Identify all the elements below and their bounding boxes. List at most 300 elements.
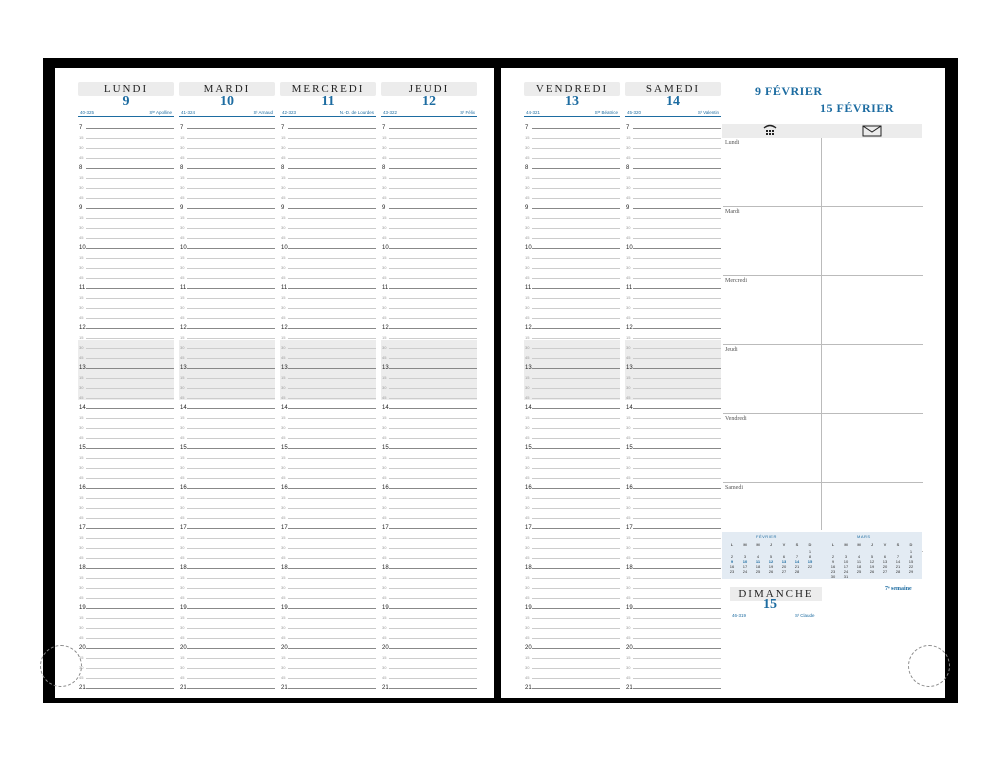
mini-calendar-day[interactable]: 8 <box>909 554 913 559</box>
quarter-row[interactable] <box>78 210 174 220</box>
quarter-row[interactable] <box>381 620 477 630</box>
hour-row[interactable] <box>280 160 376 170</box>
quarter-row[interactable] <box>524 390 620 400</box>
quarter-row[interactable] <box>524 150 620 160</box>
hour-row[interactable] <box>78 560 174 570</box>
mini-calendar-day[interactable]: 13 <box>882 559 888 564</box>
quarter-row[interactable] <box>524 530 620 540</box>
quarter-row[interactable] <box>524 610 620 620</box>
quarter-row[interactable] <box>179 670 275 680</box>
mini-calendar-day[interactable]: 4 <box>857 554 861 559</box>
quarter-row[interactable] <box>280 310 376 320</box>
quarter-row[interactable] <box>381 330 477 340</box>
hour-row[interactable] <box>625 160 721 170</box>
quarter-row[interactable] <box>625 230 721 240</box>
quarter-row[interactable] <box>524 220 620 230</box>
hour-row[interactable] <box>524 280 620 290</box>
hour-row[interactable] <box>179 200 275 210</box>
hour-row[interactable] <box>524 120 620 130</box>
quarter-row[interactable] <box>78 330 174 340</box>
quarter-row[interactable] <box>78 140 174 150</box>
mini-calendar-day[interactable]: 16 <box>729 564 735 569</box>
mini-calendar-day[interactable]: 17 <box>843 564 849 569</box>
quarter-row[interactable] <box>524 190 620 200</box>
notes-day-row[interactable] <box>723 345 923 414</box>
quarter-row[interactable] <box>524 170 620 180</box>
hour-row[interactable] <box>625 240 721 250</box>
quarter-row[interactable] <box>179 450 275 460</box>
mini-calendar-day[interactable]: 25 <box>755 569 761 574</box>
quarter-row[interactable] <box>524 500 620 510</box>
hour-row[interactable] <box>280 640 376 650</box>
quarter-row[interactable] <box>625 210 721 220</box>
quarter-row[interactable] <box>280 220 376 230</box>
mini-calendar-day[interactable]: 5 <box>769 554 773 559</box>
quarter-row[interactable] <box>625 300 721 310</box>
quarter-row[interactable] <box>179 610 275 620</box>
mini-calendar-day[interactable]: 10 <box>843 559 849 564</box>
quarter-row[interactable] <box>524 550 620 560</box>
hour-row[interactable] <box>381 520 477 530</box>
hour-row[interactable] <box>280 200 376 210</box>
quarter-row[interactable] <box>280 420 376 430</box>
quarter-row[interactable] <box>280 660 376 670</box>
quarter-row[interactable] <box>381 420 477 430</box>
mini-calendar-day[interactable]: 15 <box>908 559 914 564</box>
quarter-row[interactable] <box>381 670 477 680</box>
quarter-row[interactable] <box>78 660 174 670</box>
hour-row[interactable] <box>179 360 275 370</box>
quarter-row[interactable] <box>381 220 477 230</box>
quarter-row[interactable] <box>381 630 477 640</box>
quarter-row[interactable] <box>524 470 620 480</box>
quarter-row[interactable] <box>524 290 620 300</box>
mini-calendar-day[interactable]: 19 <box>768 564 774 569</box>
hour-row[interactable] <box>524 320 620 330</box>
quarter-row[interactable] <box>381 370 477 380</box>
quarter-row[interactable] <box>625 660 721 670</box>
mini-calendar-day[interactable]: 23 <box>830 569 836 574</box>
hour-row[interactable] <box>280 680 376 690</box>
quarter-row[interactable] <box>625 220 721 230</box>
quarter-row[interactable] <box>78 450 174 460</box>
quarter-row[interactable] <box>179 250 275 260</box>
quarter-row[interactable] <box>78 300 174 310</box>
hour-row[interactable] <box>179 560 275 570</box>
mini-calendar-day[interactable]: 28 <box>794 569 800 574</box>
quarter-row[interactable] <box>78 170 174 180</box>
quarter-row[interactable] <box>179 230 275 240</box>
quarter-row[interactable] <box>179 430 275 440</box>
hour-row[interactable] <box>179 320 275 330</box>
mini-calendar-day[interactable]: 18 <box>755 564 761 569</box>
quarter-row[interactable] <box>179 300 275 310</box>
quarter-row[interactable] <box>625 590 721 600</box>
quarter-row[interactable] <box>280 530 376 540</box>
mini-calendar-day[interactable]: 8 <box>808 554 812 559</box>
hour-row[interactable] <box>381 120 477 130</box>
quarter-row[interactable] <box>524 460 620 470</box>
hour-row[interactable] <box>179 480 275 490</box>
quarter-row[interactable] <box>280 190 376 200</box>
quarter-row[interactable] <box>625 620 721 630</box>
quarter-row[interactable] <box>78 370 174 380</box>
hour-row[interactable] <box>381 360 477 370</box>
quarter-row[interactable] <box>179 500 275 510</box>
mini-calendar-day[interactable]: 16 <box>830 564 836 569</box>
hour-row[interactable] <box>179 160 275 170</box>
quarter-row[interactable] <box>280 610 376 620</box>
quarter-row[interactable] <box>280 390 376 400</box>
quarter-row[interactable] <box>179 340 275 350</box>
hour-row[interactable] <box>625 600 721 610</box>
hour-row[interactable] <box>280 600 376 610</box>
quarter-row[interactable] <box>381 390 477 400</box>
quarter-row[interactable] <box>179 290 275 300</box>
quarter-row[interactable] <box>625 420 721 430</box>
quarter-row[interactable] <box>524 130 620 140</box>
quarter-row[interactable] <box>78 190 174 200</box>
mini-calendar-day[interactable]: 3 <box>844 554 848 559</box>
quarter-row[interactable] <box>179 540 275 550</box>
hour-row[interactable] <box>179 400 275 410</box>
quarter-row[interactable] <box>78 390 174 400</box>
quarter-row[interactable] <box>78 340 174 350</box>
quarter-row[interactable] <box>524 140 620 150</box>
quarter-row[interactable] <box>381 190 477 200</box>
quarter-row[interactable] <box>625 170 721 180</box>
quarter-row[interactable] <box>524 180 620 190</box>
hour-row[interactable] <box>179 520 275 530</box>
hour-row[interactable] <box>524 360 620 370</box>
quarter-row[interactable] <box>179 180 275 190</box>
hour-row[interactable] <box>625 320 721 330</box>
quarter-row[interactable] <box>381 580 477 590</box>
quarter-row[interactable] <box>381 500 477 510</box>
quarter-row[interactable] <box>280 620 376 630</box>
hour-row[interactable] <box>179 240 275 250</box>
hour-row[interactable] <box>381 240 477 250</box>
mini-calendar-day[interactable]: 24 <box>843 569 849 574</box>
hour-row[interactable] <box>78 640 174 650</box>
quarter-row[interactable] <box>381 530 477 540</box>
quarter-row[interactable] <box>280 540 376 550</box>
hour-row[interactable] <box>524 400 620 410</box>
quarter-row[interactable] <box>280 180 376 190</box>
quarter-row[interactable] <box>625 500 721 510</box>
quarter-row[interactable] <box>381 450 477 460</box>
quarter-row[interactable] <box>524 210 620 220</box>
hour-row[interactable] <box>625 520 721 530</box>
quarter-row[interactable] <box>524 650 620 660</box>
quarter-row[interactable] <box>625 330 721 340</box>
notes-day-row[interactable] <box>723 276 923 345</box>
mini-calendar-day[interactable]: 30 <box>830 574 836 579</box>
quarter-row[interactable] <box>625 610 721 620</box>
quarter-row[interactable] <box>280 250 376 260</box>
hour-row[interactable] <box>625 400 721 410</box>
quarter-row[interactable] <box>179 570 275 580</box>
quarter-row[interactable] <box>381 130 477 140</box>
mini-calendar-day[interactable]: 11 <box>856 559 862 564</box>
quarter-row[interactable] <box>179 390 275 400</box>
quarter-row[interactable] <box>179 190 275 200</box>
mini-calendar-day[interactable]: 22 <box>908 564 914 569</box>
quarter-row[interactable] <box>78 590 174 600</box>
quarter-row[interactable] <box>625 150 721 160</box>
hour-row[interactable] <box>381 560 477 570</box>
quarter-row[interactable] <box>78 630 174 640</box>
quarter-row[interactable] <box>381 340 477 350</box>
quarter-row[interactable] <box>280 380 376 390</box>
quarter-row[interactable] <box>625 670 721 680</box>
hour-row[interactable] <box>280 360 376 370</box>
mini-calendar-day[interactable]: 18 <box>856 564 862 569</box>
quarter-row[interactable] <box>524 250 620 260</box>
quarter-row[interactable] <box>524 420 620 430</box>
mini-calendar-day[interactable]: 3 <box>743 554 747 559</box>
quarter-row[interactable] <box>625 430 721 440</box>
hour-row[interactable] <box>280 440 376 450</box>
quarter-row[interactable] <box>179 270 275 280</box>
quarter-row[interactable] <box>625 570 721 580</box>
mini-calendar-day[interactable]: 20 <box>882 564 888 569</box>
notes-day-row[interactable] <box>723 414 923 483</box>
quarter-row[interactable] <box>280 550 376 560</box>
mini-calendar-day[interactable]: 5 <box>870 554 874 559</box>
quarter-row[interactable] <box>524 260 620 270</box>
quarter-row[interactable] <box>625 270 721 280</box>
quarter-row[interactable] <box>625 260 721 270</box>
quarter-row[interactable] <box>179 660 275 670</box>
quarter-row[interactable] <box>280 510 376 520</box>
hour-row[interactable] <box>524 480 620 490</box>
hour-row[interactable] <box>381 200 477 210</box>
quarter-row[interactable] <box>78 460 174 470</box>
hour-row[interactable] <box>625 680 721 690</box>
quarter-row[interactable] <box>381 270 477 280</box>
hour-row[interactable] <box>524 520 620 530</box>
hour-row[interactable] <box>524 160 620 170</box>
mini-calendar-day[interactable]: 7 <box>795 554 799 559</box>
quarter-row[interactable] <box>524 410 620 420</box>
quarter-row[interactable] <box>280 260 376 270</box>
quarter-row[interactable] <box>78 430 174 440</box>
mini-calendar-day[interactable]: 1 <box>909 549 913 554</box>
quarter-row[interactable] <box>625 460 721 470</box>
quarter-row[interactable] <box>524 540 620 550</box>
hour-row[interactable] <box>625 480 721 490</box>
mini-calendar-day[interactable]: 11 <box>755 559 761 564</box>
hour-row[interactable] <box>179 680 275 690</box>
quarter-row[interactable] <box>179 350 275 360</box>
hour-row[interactable] <box>625 560 721 570</box>
quarter-row[interactable] <box>78 350 174 360</box>
hour-row[interactable] <box>381 680 477 690</box>
quarter-row[interactable] <box>78 650 174 660</box>
quarter-row[interactable] <box>625 580 721 590</box>
quarter-row[interactable] <box>280 140 376 150</box>
quarter-row[interactable] <box>625 250 721 260</box>
quarter-row[interactable] <box>625 450 721 460</box>
quarter-row[interactable] <box>625 310 721 320</box>
quarter-row[interactable] <box>524 660 620 670</box>
quarter-row[interactable] <box>280 580 376 590</box>
quarter-row[interactable] <box>280 210 376 220</box>
mini-calendar-day[interactable]: 10 <box>742 559 748 564</box>
hour-row[interactable] <box>381 480 477 490</box>
mini-calendar-day[interactable]: 6 <box>782 554 786 559</box>
hour-row[interactable] <box>78 400 174 410</box>
quarter-row[interactable] <box>78 310 174 320</box>
mini-calendar-day[interactable]: 9 <box>831 559 835 564</box>
quarter-row[interactable] <box>524 230 620 240</box>
hour-row[interactable] <box>625 360 721 370</box>
hour-row[interactable] <box>179 120 275 130</box>
quarter-row[interactable] <box>179 140 275 150</box>
hour-row[interactable] <box>524 680 620 690</box>
quarter-row[interactable] <box>625 630 721 640</box>
mini-calendar-day[interactable]: 7 <box>896 554 900 559</box>
mini-calendar-day[interactable]: 20 <box>781 564 787 569</box>
hour-row[interactable] <box>78 440 174 450</box>
quarter-row[interactable] <box>625 540 721 550</box>
quarter-row[interactable] <box>524 310 620 320</box>
quarter-row[interactable] <box>280 370 376 380</box>
quarter-row[interactable] <box>78 420 174 430</box>
quarter-row[interactable] <box>78 180 174 190</box>
quarter-row[interactable] <box>280 150 376 160</box>
notes-day-row[interactable] <box>723 138 923 207</box>
mini-calendar-day[interactable]: 2 <box>831 554 835 559</box>
quarter-row[interactable] <box>625 490 721 500</box>
quarter-row[interactable] <box>625 530 721 540</box>
quarter-row[interactable] <box>524 300 620 310</box>
quarter-row[interactable] <box>78 500 174 510</box>
quarter-row[interactable] <box>179 510 275 520</box>
quarter-row[interactable] <box>381 250 477 260</box>
hour-row[interactable] <box>524 560 620 570</box>
quarter-row[interactable] <box>381 490 477 500</box>
mini-calendar-day[interactable]: 6 <box>883 554 887 559</box>
mini-calendar-day[interactable]: 24 <box>742 569 748 574</box>
quarter-row[interactable] <box>280 460 376 470</box>
mini-calendar-day[interactable]: 27 <box>882 569 888 574</box>
quarter-row[interactable] <box>179 370 275 380</box>
quarter-row[interactable] <box>381 470 477 480</box>
quarter-row[interactable] <box>179 260 275 270</box>
hour-row[interactable] <box>78 520 174 530</box>
quarter-row[interactable] <box>625 370 721 380</box>
quarter-row[interactable] <box>280 230 376 240</box>
quarter-row[interactable] <box>179 460 275 470</box>
quarter-row[interactable] <box>625 130 721 140</box>
hour-row[interactable] <box>280 480 376 490</box>
quarter-row[interactable] <box>280 590 376 600</box>
quarter-row[interactable] <box>524 350 620 360</box>
hour-row[interactable] <box>381 320 477 330</box>
quarter-row[interactable] <box>78 490 174 500</box>
quarter-row[interactable] <box>179 630 275 640</box>
quarter-row[interactable] <box>524 570 620 580</box>
mini-calendar-day[interactable]: 22 <box>807 564 813 569</box>
hour-row[interactable] <box>625 200 721 210</box>
quarter-row[interactable] <box>625 140 721 150</box>
quarter-row[interactable] <box>78 620 174 630</box>
hour-row[interactable] <box>78 240 174 250</box>
quarter-row[interactable] <box>381 350 477 360</box>
quarter-row[interactable] <box>78 380 174 390</box>
hour-row[interactable] <box>280 400 376 410</box>
hour-row[interactable] <box>280 560 376 570</box>
quarter-row[interactable] <box>280 290 376 300</box>
hour-row[interactable] <box>78 120 174 130</box>
mini-calendar-day[interactable]: 13 <box>781 559 787 564</box>
quarter-row[interactable] <box>381 550 477 560</box>
quarter-row[interactable] <box>280 500 376 510</box>
quarter-row[interactable] <box>280 130 376 140</box>
quarter-row[interactable] <box>179 380 275 390</box>
notes-day-row[interactable] <box>723 207 923 276</box>
quarter-row[interactable] <box>78 580 174 590</box>
quarter-row[interactable] <box>78 150 174 160</box>
hour-row[interactable] <box>524 640 620 650</box>
hour-row[interactable] <box>78 360 174 370</box>
mini-calendar-day[interactable]: 23 <box>729 569 735 574</box>
quarter-row[interactable] <box>280 340 376 350</box>
hour-row[interactable] <box>524 440 620 450</box>
hour-row[interactable] <box>179 280 275 290</box>
quarter-row[interactable] <box>381 660 477 670</box>
quarter-row[interactable] <box>381 180 477 190</box>
quarter-row[interactable] <box>280 630 376 640</box>
quarter-row[interactable] <box>524 630 620 640</box>
quarter-row[interactable] <box>179 170 275 180</box>
quarter-row[interactable] <box>179 330 275 340</box>
quarter-row[interactable] <box>381 590 477 600</box>
mini-calendar-day[interactable]: 17 <box>742 564 748 569</box>
quarter-row[interactable] <box>524 450 620 460</box>
hour-row[interactable] <box>625 280 721 290</box>
hour-row[interactable] <box>381 600 477 610</box>
mini-calendar-day[interactable]: 19 <box>869 564 875 569</box>
quarter-row[interactable] <box>524 510 620 520</box>
quarter-row[interactable] <box>280 410 376 420</box>
quarter-row[interactable] <box>280 300 376 310</box>
quarter-row[interactable] <box>381 170 477 180</box>
mini-calendar-day[interactable]: 14 <box>895 559 901 564</box>
hour-row[interactable] <box>78 320 174 330</box>
hour-row[interactable] <box>381 640 477 650</box>
mini-calendar-day[interactable]: 21 <box>794 564 800 569</box>
quarter-row[interactable] <box>78 530 174 540</box>
hour-row[interactable] <box>78 480 174 490</box>
quarter-row[interactable] <box>381 410 477 420</box>
hour-row[interactable] <box>524 200 620 210</box>
quarter-row[interactable] <box>179 150 275 160</box>
mini-calendar-day[interactable]: 29 <box>908 569 914 574</box>
quarter-row[interactable] <box>381 610 477 620</box>
mini-calendar-day[interactable]: 12 <box>768 559 774 564</box>
quarter-row[interactable] <box>381 510 477 520</box>
quarter-row[interactable] <box>625 380 721 390</box>
quarter-row[interactable] <box>179 410 275 420</box>
hour-row[interactable] <box>524 240 620 250</box>
hour-row[interactable] <box>381 400 477 410</box>
hour-row[interactable] <box>280 280 376 290</box>
quarter-row[interactable] <box>381 650 477 660</box>
quarter-row[interactable] <box>524 620 620 630</box>
